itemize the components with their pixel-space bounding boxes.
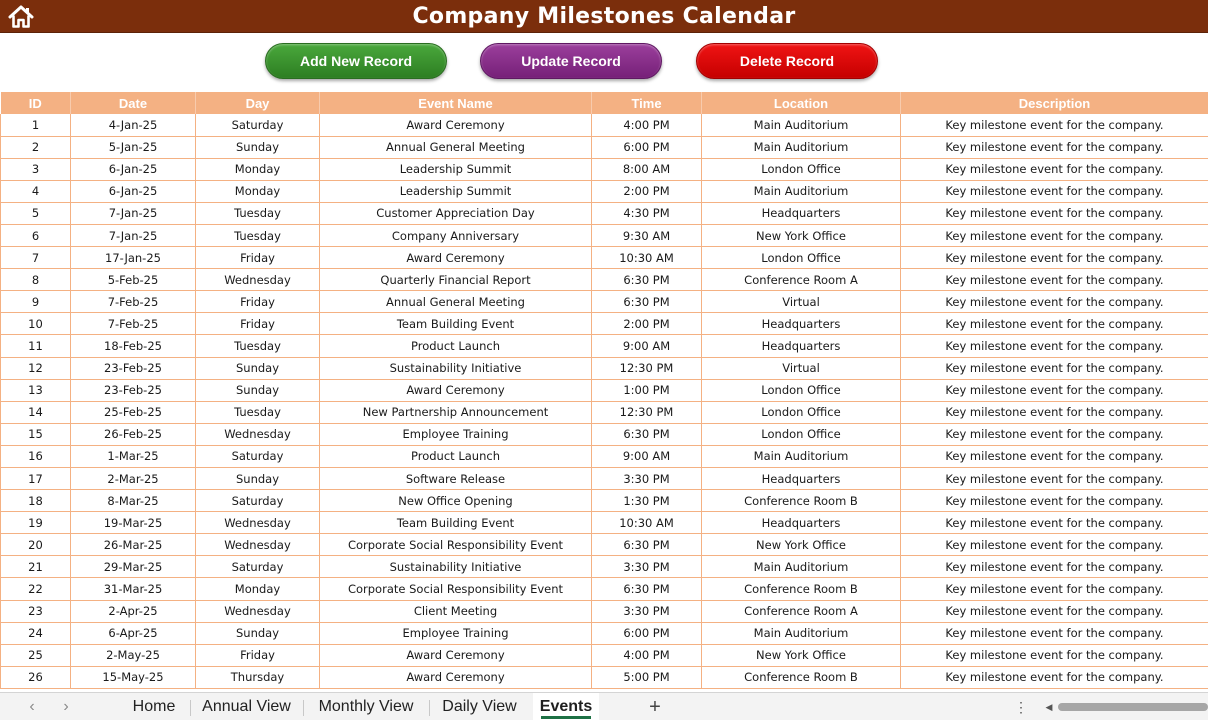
- table-cell[interactable]: Tuesday: [196, 224, 320, 246]
- table-cell[interactable]: Monday: [196, 158, 320, 180]
- active-tab-underline: [541, 716, 591, 719]
- table-cell[interactable]: Annual General Meeting: [320, 136, 592, 158]
- table-cell[interactable]: London Office: [702, 379, 901, 401]
- table-row[interactable]: [1, 291, 1208, 313]
- update-record-button[interactable]: Update Record: [480, 43, 662, 79]
- table-cell[interactable]: Main Auditorium: [702, 622, 901, 644]
- table-row[interactable]: [1, 534, 1208, 556]
- table-cell[interactable]: 29-Mar-25: [71, 556, 196, 578]
- table-cell[interactable]: Tuesday: [196, 202, 320, 224]
- table-row[interactable]: [1, 644, 1208, 666]
- table-row[interactable]: [1, 180, 1208, 202]
- table-row[interactable]: [1, 512, 1208, 534]
- table-cell[interactable]: 6:30 PM: [592, 578, 702, 600]
- table-cell[interactable]: 15-May-25: [71, 666, 196, 688]
- table-body: [1, 114, 1208, 688]
- table-cell[interactable]: 6:30 PM: [592, 269, 702, 291]
- sheet-tab-label: Monthly View: [318, 698, 414, 715]
- table-cell[interactable]: 17-Jan-25: [71, 247, 196, 269]
- table-cell[interactable]: Product Launch: [320, 335, 592, 357]
- table-cell[interactable]: Saturday: [196, 490, 320, 512]
- table-cell[interactable]: Key milestone event for the company.: [901, 269, 1208, 291]
- table-cell[interactable]: Conference Room A: [702, 269, 901, 291]
- column-header[interactable]: Date: [71, 92, 196, 114]
- sheet-tab-events[interactable]: [533, 693, 599, 720]
- table-cell[interactable]: New York Office: [702, 644, 901, 666]
- table-cell[interactable]: Conference Room B: [702, 490, 901, 512]
- table-cell[interactable]: 22: [1, 578, 71, 600]
- column-header[interactable]: ID: [1, 92, 71, 114]
- table-cell[interactable]: 14: [1, 401, 71, 423]
- table-cell[interactable]: Key milestone event for the company.: [901, 357, 1208, 379]
- table-cell[interactable]: Key milestone event for the company.: [901, 401, 1208, 423]
- table-cell[interactable]: Sunday: [196, 379, 320, 401]
- table-cell[interactable]: Monday: [196, 578, 320, 600]
- table-cell[interactable]: 12: [1, 357, 71, 379]
- table-cell[interactable]: Key milestone event for the company.: [901, 468, 1208, 490]
- table-cell[interactable]: New Partnership Announcement: [320, 401, 592, 423]
- table-cell[interactable]: 7-Feb-25: [71, 291, 196, 313]
- table-cell[interactable]: 19: [1, 512, 71, 534]
- table-cell[interactable]: 26-Mar-25: [71, 534, 196, 556]
- table-cell[interactable]: Wednesday: [196, 512, 320, 534]
- table-cell[interactable]: Key milestone event for the company.: [901, 534, 1208, 556]
- table-header-row: [1, 92, 1208, 114]
- table-cell[interactable]: 6:00 PM: [592, 136, 702, 158]
- table-cell[interactable]: Headquarters: [702, 335, 901, 357]
- table-row[interactable]: [1, 136, 1208, 158]
- table-cell[interactable]: 20: [1, 534, 71, 556]
- table-cell[interactable]: 6-Jan-25: [71, 180, 196, 202]
- table-cell[interactable]: 4:00 PM: [592, 114, 702, 136]
- table-cell[interactable]: Key milestone event for the company.: [901, 379, 1208, 401]
- table-cell[interactable]: 1:00 PM: [592, 379, 702, 401]
- table-cell[interactable]: 1-Mar-25: [71, 445, 196, 467]
- table-cell[interactable]: 31-Mar-25: [71, 578, 196, 600]
- table-cell[interactable]: New York Office: [702, 224, 901, 246]
- table-cell[interactable]: 23-Feb-25: [71, 379, 196, 401]
- table-cell[interactable]: Key milestone event for the company.: [901, 445, 1208, 467]
- sheet-tab-label: Home: [132, 698, 176, 715]
- table-row[interactable]: [1, 158, 1208, 180]
- table-cell[interactable]: Tuesday: [196, 335, 320, 357]
- table-cell[interactable]: Key milestone event for the company.: [901, 313, 1208, 335]
- table-cell[interactable]: Wednesday: [196, 534, 320, 556]
- table-cell[interactable]: Award Ceremony: [320, 379, 592, 401]
- table-cell[interactable]: 9:30 AM: [592, 224, 702, 246]
- table-cell[interactable]: Key milestone event for the company.: [901, 423, 1208, 445]
- table-cell[interactable]: New York Office: [702, 534, 901, 556]
- column-header[interactable]: Description: [901, 92, 1208, 114]
- table-cell[interactable]: 5-Jan-25: [71, 136, 196, 158]
- table-cell[interactable]: 5:00 PM: [592, 666, 702, 688]
- table-cell[interactable]: Wednesday: [196, 423, 320, 445]
- table-row[interactable]: [1, 468, 1208, 490]
- table-cell[interactable]: Friday: [196, 291, 320, 313]
- table-cell[interactable]: Key milestone event for the company.: [901, 490, 1208, 512]
- table-cell[interactable]: 8: [1, 269, 71, 291]
- table-cell[interactable]: London Office: [702, 423, 901, 445]
- table-cell[interactable]: 1:30 PM: [592, 490, 702, 512]
- scroll-left-icon[interactable]: ◀: [1045, 701, 1053, 712]
- table-cell[interactable]: Saturday: [196, 556, 320, 578]
- table-cell[interactable]: Thursday: [196, 666, 320, 688]
- table-cell[interactable]: 12:30 PM: [592, 401, 702, 423]
- plus-icon[interactable]: +: [649, 695, 661, 718]
- table-cell[interactable]: Key milestone event for the company.: [901, 114, 1208, 136]
- table-cell[interactable]: Annual General Meeting: [320, 291, 592, 313]
- table-cell[interactable]: 5-Feb-25: [71, 269, 196, 291]
- table-cell[interactable]: Virtual: [702, 357, 901, 379]
- table-cell[interactable]: 2:00 PM: [592, 180, 702, 202]
- table-cell[interactable]: 1: [1, 114, 71, 136]
- table-cell[interactable]: Team Building Event: [320, 512, 592, 534]
- table-cell[interactable]: 2:00 PM: [592, 313, 702, 335]
- sheet-tab-label: Annual View: [202, 698, 291, 715]
- table-row[interactable]: [1, 445, 1208, 467]
- table-cell[interactable]: Main Auditorium: [702, 445, 901, 467]
- table-cell[interactable]: 8-Mar-25: [71, 490, 196, 512]
- sheet-tab-home[interactable]: [118, 693, 190, 720]
- table-cell[interactable]: 7-Feb-25: [71, 313, 196, 335]
- table-row[interactable]: [1, 247, 1208, 269]
- table-cell[interactable]: 7-Jan-25: [71, 224, 196, 246]
- table-cell[interactable]: Key milestone event for the company.: [901, 644, 1208, 666]
- table-row[interactable]: [1, 379, 1208, 401]
- sheet-tab-label: Daily View: [442, 698, 517, 715]
- table-cell[interactable]: 6-Apr-25: [71, 622, 196, 644]
- table-cell[interactable]: Sunday: [196, 468, 320, 490]
- table-cell[interactable]: 10:30 AM: [592, 512, 702, 534]
- table-cell[interactable]: Leadership Summit: [320, 180, 592, 202]
- table-row[interactable]: [1, 578, 1208, 600]
- table-cell[interactable]: Award Ceremony: [320, 247, 592, 269]
- table-row[interactable]: [1, 114, 1208, 136]
- table-cell[interactable]: London Office: [702, 401, 901, 423]
- table-cell[interactable]: 25: [1, 644, 71, 666]
- table-row[interactable]: [1, 556, 1208, 578]
- table-cell[interactable]: Corporate Social Responsibility Event: [320, 578, 592, 600]
- add-new-record-button[interactable]: Add New Record: [265, 43, 447, 79]
- sheet-tab-annual-view[interactable]: [190, 693, 303, 720]
- column-header[interactable]: Location: [702, 92, 901, 114]
- horizontal-scrollbar[interactable]: [1040, 701, 1208, 713]
- table-cell[interactable]: Employee Training: [320, 622, 592, 644]
- table-cell[interactable]: 6:30 PM: [592, 291, 702, 313]
- table-cell[interactable]: 12:30 PM: [592, 357, 702, 379]
- table-cell[interactable]: Wednesday: [196, 269, 320, 291]
- table-cell[interactable]: Key milestone event for the company.: [901, 202, 1208, 224]
- table-cell[interactable]: 3:30 PM: [592, 600, 702, 622]
- table-row[interactable]: [1, 490, 1208, 512]
- column-header[interactable]: Time: [592, 92, 702, 114]
- table-cell[interactable]: 9: [1, 291, 71, 313]
- table-cell[interactable]: Product Launch: [320, 445, 592, 467]
- table-cell[interactable]: Headquarters: [702, 313, 901, 335]
- table-cell[interactable]: 4: [1, 180, 71, 202]
- table-cell[interactable]: Key milestone event for the company.: [901, 666, 1208, 688]
- table-cell[interactable]: 15: [1, 423, 71, 445]
- sheet-tab-monthly-view[interactable]: [303, 693, 429, 720]
- table-cell[interactable]: London Office: [702, 247, 901, 269]
- table-row[interactable]: [1, 666, 1208, 688]
- table-cell[interactable]: Key milestone event for the company.: [901, 556, 1208, 578]
- table-cell[interactable]: Friday: [196, 247, 320, 269]
- table-cell[interactable]: Key milestone event for the company.: [901, 578, 1208, 600]
- vertical-ellipsis-icon[interactable]: ⋮: [1014, 698, 1028, 715]
- table-cell[interactable]: Key milestone event for the company.: [901, 136, 1208, 158]
- table-cell[interactable]: Client Meeting: [320, 600, 592, 622]
- sheet-tab-label: Events: [539, 698, 593, 715]
- table-cell[interactable]: Main Auditorium: [702, 114, 901, 136]
- table-cell[interactable]: 18: [1, 490, 71, 512]
- table-row[interactable]: [1, 335, 1208, 357]
- sheet-tab-bar: [0, 692, 1208, 720]
- table-cell[interactable]: 6:30 PM: [592, 534, 702, 556]
- table-cell[interactable]: 9:00 AM: [592, 445, 702, 467]
- delete-record-button[interactable]: Delete Record: [696, 43, 878, 79]
- table-row[interactable]: [1, 423, 1208, 445]
- table-cell[interactable]: 3: [1, 158, 71, 180]
- table-row[interactable]: [1, 224, 1208, 246]
- table-cell[interactable]: Key milestone event for the company.: [901, 158, 1208, 180]
- table-cell[interactable]: 5: [1, 202, 71, 224]
- table-cell[interactable]: Tuesday: [196, 401, 320, 423]
- sheet-tab-daily-view[interactable]: [429, 693, 530, 720]
- table-cell[interactable]: 11: [1, 335, 71, 357]
- table-cell[interactable]: 8:00 AM: [592, 158, 702, 180]
- table-cell[interactable]: 23: [1, 600, 71, 622]
- table-cell[interactable]: 13: [1, 379, 71, 401]
- table-cell[interactable]: 9:00 AM: [592, 335, 702, 357]
- column-header[interactable]: Event Name: [320, 92, 592, 114]
- table-cell[interactable]: Team Building Event: [320, 313, 592, 335]
- table-row[interactable]: [1, 202, 1208, 224]
- table-cell[interactable]: Sustainability Initiative: [320, 357, 592, 379]
- table-cell[interactable]: 26-Feb-25: [71, 423, 196, 445]
- table-cell[interactable]: 4-Jan-25: [71, 114, 196, 136]
- table-row[interactable]: [1, 357, 1208, 379]
- table-cell[interactable]: Headquarters: [702, 202, 901, 224]
- table-cell[interactable]: Saturday: [196, 114, 320, 136]
- table-cell[interactable]: 6-Jan-25: [71, 158, 196, 180]
- table-cell[interactable]: 16: [1, 445, 71, 467]
- table-cell[interactable]: Sustainability Initiative: [320, 556, 592, 578]
- table-cell[interactable]: 21: [1, 556, 71, 578]
- table-cell[interactable]: Key milestone event for the company.: [901, 622, 1208, 644]
- table-cell[interactable]: Customer Appreciation Day: [320, 202, 592, 224]
- table-cell[interactable]: Key milestone event for the company.: [901, 224, 1208, 246]
- table-cell[interactable]: Friday: [196, 313, 320, 335]
- table-cell[interactable]: 6:00 PM: [592, 622, 702, 644]
- table-cell[interactable]: Saturday: [196, 445, 320, 467]
- table-cell[interactable]: Key milestone event for the company.: [901, 600, 1208, 622]
- table-cell[interactable]: Headquarters: [702, 512, 901, 534]
- table-cell[interactable]: Award Ceremony: [320, 114, 592, 136]
- table-cell[interactable]: 17: [1, 468, 71, 490]
- table-cell[interactable]: New Office Opening: [320, 490, 592, 512]
- table-cell[interactable]: Award Ceremony: [320, 666, 592, 688]
- table-cell[interactable]: 3:30 PM: [592, 556, 702, 578]
- table-cell[interactable]: Key milestone event for the company.: [901, 247, 1208, 269]
- table-cell[interactable]: Software Release: [320, 468, 592, 490]
- chevron-left-icon[interactable]: ‹: [29, 698, 35, 715]
- table-cell[interactable]: 7-Jan-25: [71, 202, 196, 224]
- events-table: [0, 92, 1208, 689]
- table-cell[interactable]: Key milestone event for the company.: [901, 335, 1208, 357]
- table-cell[interactable]: Sunday: [196, 357, 320, 379]
- table-cell[interactable]: Leadership Summit: [320, 158, 592, 180]
- table-cell[interactable]: Main Auditorium: [702, 180, 901, 202]
- table-cell[interactable]: 23-Feb-25: [71, 357, 196, 379]
- table-cell[interactable]: 10: [1, 313, 71, 335]
- table-cell[interactable]: Key milestone event for the company.: [901, 291, 1208, 313]
- table-cell[interactable]: 4:00 PM: [592, 644, 702, 666]
- table-cell[interactable]: 3:30 PM: [592, 468, 702, 490]
- table-row[interactable]: [1, 313, 1208, 335]
- table-row[interactable]: [1, 622, 1208, 644]
- table-cell[interactable]: Main Auditorium: [702, 556, 901, 578]
- table-cell[interactable]: 18-Feb-25: [71, 335, 196, 357]
- table-cell[interactable]: Corporate Social Responsibility Event: [320, 534, 592, 556]
- chevron-right-icon[interactable]: ›: [63, 698, 69, 715]
- table-cell[interactable]: 24: [1, 622, 71, 644]
- table-cell[interactable]: Friday: [196, 644, 320, 666]
- table-cell[interactable]: London Office: [702, 158, 901, 180]
- table-cell[interactable]: 26: [1, 666, 71, 688]
- table-cell[interactable]: 25-Feb-25: [71, 401, 196, 423]
- table-cell[interactable]: Company Anniversary: [320, 224, 592, 246]
- table-cell[interactable]: 19-Mar-25: [71, 512, 196, 534]
- table-cell[interactable]: Conference Room B: [702, 578, 901, 600]
- page-title: Company Milestones Calendar: [412, 3, 796, 29]
- table-row[interactable]: [1, 269, 1208, 291]
- scrollbar-thumb[interactable]: [1058, 703, 1208, 711]
- table-cell[interactable]: 2: [1, 136, 71, 158]
- table-cell[interactable]: 6:30 PM: [592, 423, 702, 445]
- table-cell[interactable]: Headquarters: [702, 468, 901, 490]
- column-header[interactable]: Day: [196, 92, 320, 114]
- table-cell[interactable]: Wednesday: [196, 600, 320, 622]
- table-cell[interactable]: 2-Apr-25: [71, 600, 196, 622]
- table-cell[interactable]: 4:30 PM: [592, 202, 702, 224]
- table-cell[interactable]: Conference Room A: [702, 600, 901, 622]
- table-row[interactable]: [1, 600, 1208, 622]
- table-cell[interactable]: 7: [1, 247, 71, 269]
- action-buttons: [0, 33, 1208, 92]
- table-cell[interactable]: Award Ceremony: [320, 644, 592, 666]
- title-bar: [0, 0, 1208, 33]
- table-cell[interactable]: 2-Mar-25: [71, 468, 196, 490]
- table-cell[interactable]: Virtual: [702, 291, 901, 313]
- table-cell[interactable]: Quarterly Financial Report: [320, 269, 592, 291]
- table-cell[interactable]: Main Auditorium: [702, 136, 901, 158]
- table-cell[interactable]: 6: [1, 224, 71, 246]
- table-cell[interactable]: 10:30 AM: [592, 247, 702, 269]
- table-cell[interactable]: Conference Room B: [702, 666, 901, 688]
- table-cell[interactable]: Monday: [196, 180, 320, 202]
- table-cell[interactable]: Sunday: [196, 622, 320, 644]
- table-cell[interactable]: Key milestone event for the company.: [901, 180, 1208, 202]
- table-cell[interactable]: 2-May-25: [71, 644, 196, 666]
- table-cell[interactable]: Employee Training: [320, 423, 592, 445]
- table-cell[interactable]: Key milestone event for the company.: [901, 512, 1208, 534]
- table-cell[interactable]: Sunday: [196, 136, 320, 158]
- table-row[interactable]: [1, 401, 1208, 423]
- home-icon[interactable]: [6, 3, 36, 30]
